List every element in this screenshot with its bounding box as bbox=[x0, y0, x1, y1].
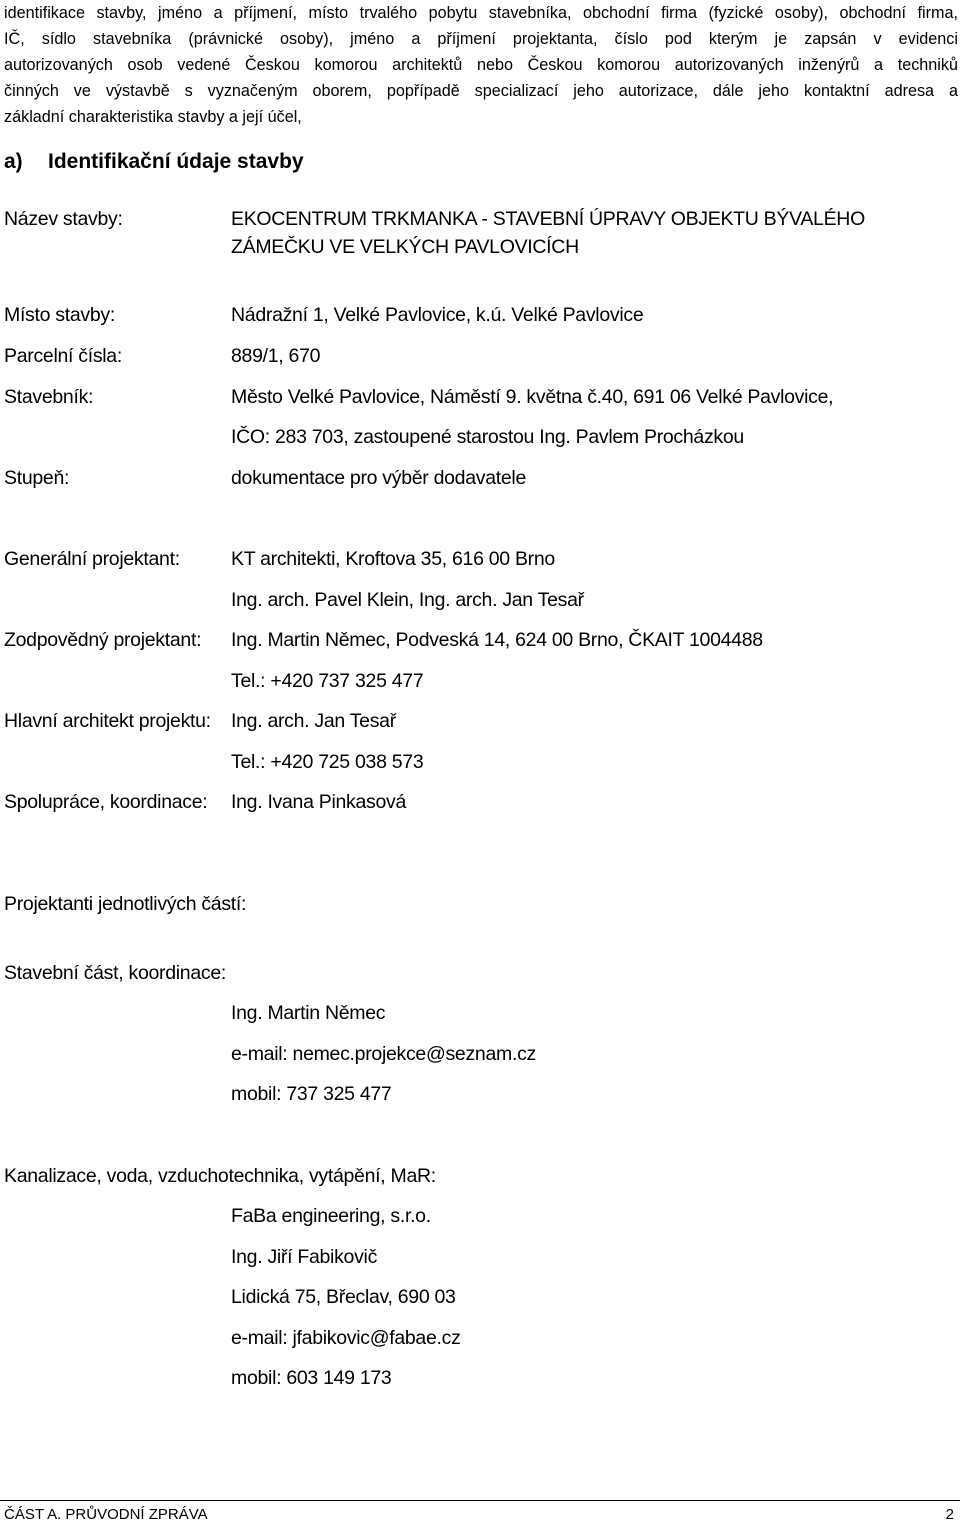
spoluprace-label: Spolupráce, koordinace: bbox=[4, 791, 208, 813]
intro-line: autorizovaných osob vedené Českou komorou architektů nebo Českou komorou autorizovaných inženýrů a techniků bbox=[4, 56, 958, 74]
nazev-value-2: ZÁMEČKU VE VELKÝCH PAVLOVICÍCH bbox=[231, 236, 579, 258]
stavebni-line: Ing. Martin Němec bbox=[231, 1002, 386, 1024]
stavebnik-label: Stavebník: bbox=[4, 386, 94, 408]
page-number: 2 bbox=[945, 1506, 954, 1523]
stavebni-cast-heading: Stavební část, koordinace: bbox=[4, 962, 227, 984]
parcel-value: 889/1, 670 bbox=[231, 345, 321, 367]
generalni-label: Generální projektant: bbox=[4, 548, 180, 570]
kanalizace-line: e-mail: jfabikovic@fabae.cz bbox=[231, 1327, 461, 1349]
misto-label: Místo stavby: bbox=[4, 304, 115, 326]
generalni-value-2: Ing. arch. Pavel Klein, Ing. arch. Jan Tesař bbox=[231, 589, 584, 611]
stavebni-line: mobil: 737 325 477 bbox=[231, 1083, 392, 1105]
intro-paragraph bbox=[4, 0, 958, 130]
stupen-value: dokumentace pro výběr dodavatele bbox=[231, 467, 527, 489]
footer-title: ČÁST A. PRŮVODNÍ ZPRÁVA bbox=[4, 1506, 208, 1523]
kanalizace-line: FaBa engineering, s.r.o. bbox=[231, 1205, 431, 1227]
intro-line: identifikace stavby, jméno a příjmení, místo trvalého pobytu stavebníka, obchodní firma (fyzické osoby), obchodní firma, bbox=[4, 4, 958, 22]
intro-line: IČ, sídlo stavebníka (právnické osoby), jméno a příjmení projektanta, číslo pod kterým je zapsán v evidenci bbox=[4, 30, 958, 48]
zodpovedny-value-1: Ing. Martin Němec, Podveská 14, 624 00 Brno, ČKAIT 1004488 bbox=[231, 629, 763, 651]
kanalizace-line: Ing. Jiří Fabikovič bbox=[231, 1246, 378, 1268]
section-marker: a) bbox=[4, 150, 23, 173]
footer-rule bbox=[0, 1500, 960, 1501]
spoluprace-value: Ing. Ivana Pinkasová bbox=[231, 791, 407, 813]
hlavni-value-1: Ing. arch. Jan Tesař bbox=[231, 710, 396, 732]
generalni-value-1: KT architekti, Kroftova 35, 616 00 Brno bbox=[231, 548, 555, 570]
kanalizace-heading: Kanalizace, voda, vzduchotechnika, vytápění, MaR: bbox=[4, 1165, 436, 1187]
stavebnik-value-2: IČO: 283 703, zastoupené starostou Ing. Pavlem Procházkou bbox=[231, 426, 744, 448]
parcel-label: Parcelní čísla: bbox=[4, 345, 122, 367]
stavebni-line: e-mail: nemec.projekce@seznam.cz bbox=[231, 1043, 536, 1065]
section-title: Identifikační údaje stavby bbox=[48, 150, 304, 173]
intro-line: činných ve výstavbě s vyznačeným oborem, popřípadě specializací jeho autorizace, dále jeho kontaktní adresa a bbox=[4, 82, 958, 100]
projektanti-heading: Projektanti jednotlivých částí: bbox=[4, 893, 247, 915]
stavebnik-value-1: Město Velké Pavlovice, Náměstí 9. května č.40, 691 06 Velké Pavlovice, bbox=[231, 386, 834, 408]
stupen-label: Stupeň: bbox=[4, 467, 70, 489]
kanalizace-line: Lidická 75, Břeclav, 690 03 bbox=[231, 1286, 456, 1308]
zodpovedny-value-2: Tel.: +420 737 325 477 bbox=[231, 670, 424, 692]
nazev-label: Název stavby: bbox=[4, 208, 123, 230]
nazev-value-1: EKOCENTRUM TRKMANKA - STAVEBNÍ ÚPRAVY OBJEKTU BÝVALÉHO bbox=[231, 208, 865, 230]
kanalizace-line: mobil: 603 149 173 bbox=[231, 1367, 392, 1389]
hlavni-value-2: Tel.: +420 725 038 573 bbox=[231, 751, 424, 773]
zodpovedny-label: Zodpovědný projektant: bbox=[4, 629, 202, 651]
intro-line: základní charakteristika stavby a její účel, bbox=[4, 108, 302, 126]
hlavni-label: Hlavní architekt projektu: bbox=[4, 710, 211, 732]
misto-value: Nádražní 1, Velké Pavlovice, k.ú. Velké Pavlovice bbox=[231, 304, 644, 326]
